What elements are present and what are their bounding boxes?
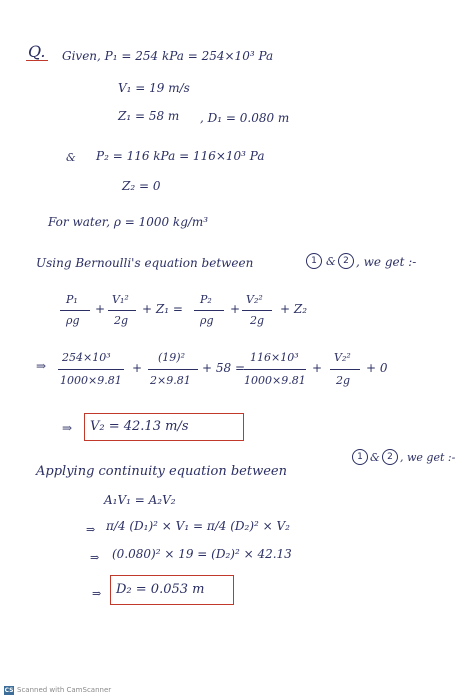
d2-arrow: ⇒ bbox=[92, 587, 102, 600]
sub-d2: 2×9.81 bbox=[150, 374, 191, 387]
sub-fraction-bar-2 bbox=[148, 369, 198, 370]
bernoulli-suffix: , we get :- bbox=[356, 255, 417, 269]
given-ampersand: & bbox=[66, 151, 76, 164]
given-p1: Given, P₁ = 254 kPa = 254×10³ Pa bbox=[62, 49, 274, 63]
continuity-eq: A₁V₁ = A₂V₂ bbox=[104, 493, 176, 507]
sub-plus-0: + 0 bbox=[366, 361, 388, 375]
point-2-circle: 2 bbox=[338, 253, 354, 269]
question-underline bbox=[26, 60, 48, 61]
d2-result: D₂ = 0.053 m bbox=[116, 582, 205, 597]
sub-plus-1: + bbox=[132, 361, 143, 375]
area-arrow: ⇒ bbox=[86, 523, 96, 536]
question-label: Q. bbox=[28, 42, 46, 61]
eq-fraction-bar-1 bbox=[60, 310, 90, 311]
sub-d1: 1000×9.81 bbox=[60, 374, 122, 387]
sub-n2: (19)² bbox=[158, 351, 185, 364]
sub-arrow: ⇒ bbox=[36, 359, 47, 373]
continuity-intro: Applying continuity equation between bbox=[36, 464, 287, 479]
given-d1: , D₁ = 0.080 m bbox=[200, 111, 290, 125]
cont-amp: & bbox=[370, 451, 380, 464]
numeric-arrow: ⇒ bbox=[90, 551, 100, 564]
cont-point-2-circle: 2 bbox=[382, 449, 398, 465]
bernoulli-amp: & bbox=[326, 255, 336, 268]
cont-point-1-circle: 1 bbox=[352, 449, 368, 465]
sub-plus-3: + bbox=[312, 361, 323, 375]
eq-plus-z2: + Z₂ bbox=[280, 302, 308, 316]
point-1-circle: 1 bbox=[306, 253, 322, 269]
sub-d3: 1000×9.81 bbox=[244, 374, 306, 387]
sub-plus-58: + 58 = bbox=[202, 361, 246, 375]
sub-fraction-bar-1 bbox=[58, 369, 124, 370]
eq-v1-sq: V₁² bbox=[112, 293, 129, 306]
camscanner-logo-icon: CS bbox=[4, 686, 14, 694]
sub-n3: 116×10³ bbox=[250, 351, 299, 364]
eq-2g-1: 2g bbox=[114, 314, 129, 327]
bernoulli-intro: Using Bernoulli's equation between bbox=[36, 256, 254, 270]
given-p2: P₂ = 116 kPa = 116×10³ Pa bbox=[96, 149, 265, 163]
eq-p2: P₂ bbox=[200, 293, 212, 306]
eq-v2-sq: V₂² bbox=[246, 293, 263, 306]
eq-rho-g-1: ρg bbox=[66, 314, 80, 327]
scanner-watermark bbox=[4, 684, 111, 696]
result-arrow: ⇒ bbox=[62, 421, 73, 435]
eq-fraction-bar-2 bbox=[108, 310, 136, 311]
sub-v2-sq: V₂² bbox=[334, 351, 351, 364]
camscanner-text: Scanned with CamScanner bbox=[17, 686, 112, 694]
area-eq: π/4 (D₁)² × V₁ = π/4 (D₂)² × V₂ bbox=[106, 519, 290, 533]
given-z2: Z₂ = 0 bbox=[122, 179, 161, 193]
sub-fraction-bar-4 bbox=[330, 369, 360, 370]
eq-plus-1: + bbox=[95, 302, 106, 316]
sub-2g: 2g bbox=[336, 374, 351, 387]
cont-suffix: , we get :- bbox=[400, 451, 456, 464]
sub-fraction-bar-3 bbox=[244, 369, 306, 370]
eq-fraction-bar-3 bbox=[194, 310, 224, 311]
given-z1: Z₁ = 58 m bbox=[118, 109, 180, 123]
eq-rho-g-2: ρg bbox=[200, 314, 214, 327]
sub-n1: 254×10³ bbox=[62, 351, 111, 364]
eq-fraction-bar-4 bbox=[242, 310, 272, 311]
water-density: For water, ρ = 1000 kg/m³ bbox=[48, 215, 209, 229]
eq-p1: P₁ bbox=[66, 293, 78, 306]
eq-plus-3: + bbox=[230, 302, 241, 316]
given-v1: V₁ = 19 m/s bbox=[118, 81, 190, 95]
eq-2g-2: 2g bbox=[250, 314, 265, 327]
numeric-eq: (0.080)² × 19 = (D₂)² × 42.13 bbox=[112, 547, 292, 561]
eq-plus-z1: + Z₁ = bbox=[142, 302, 183, 316]
v2-result: V₂ = 42.13 m/s bbox=[90, 419, 189, 434]
